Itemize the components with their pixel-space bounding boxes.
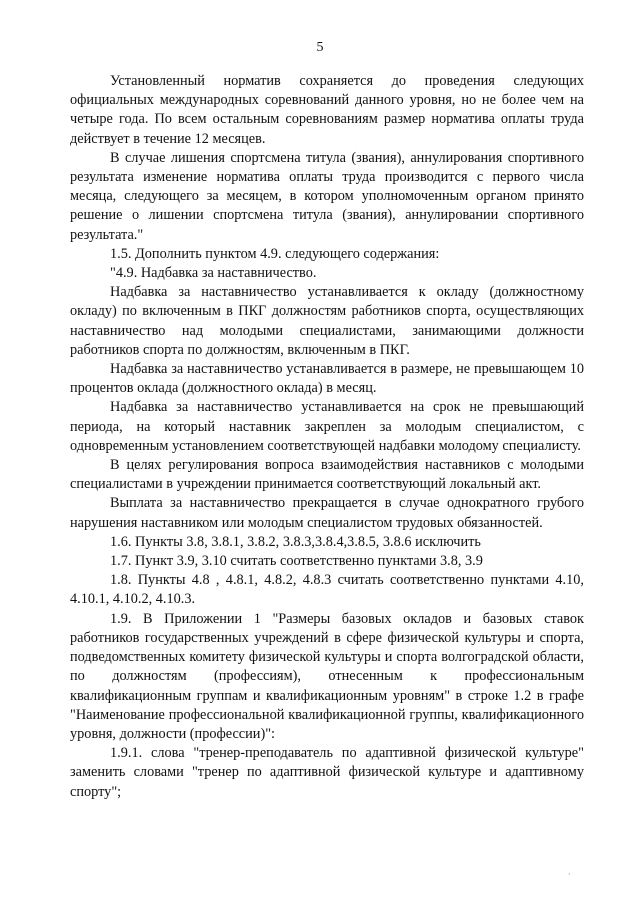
footer-mark: · <box>568 870 571 879</box>
paragraph-item-1-9-1: 1.9.1. слова "тренер-преподаватель по адаптивной физической культуре" заменить словами "тренер по адаптивной физической культуре и адаптивному спорту"; <box>70 745 584 800</box>
body-text <box>70 72 584 802</box>
paragraph-norm-retention: Установленный норматив сохраняется до проведения следующих официальных международных соревнований данного уровня, но не более чем на четыре года. По всем остальным соревнованиям размер норматива оплаты труда действует в течение 12 месяцев. <box>70 73 584 147</box>
paragraph-local-act: В целях регулирования вопроса взаимодействия наставников с молодыми специалистами в учреждении принимается соответствующий локальный акт. <box>70 457 584 493</box>
paragraph-item-1-6: 1.6. Пункты 3.8, 3.8.1, 3.8.2, 3.8.3,3.8.4,3.8.5, 3.8.6 исключить <box>110 533 481 550</box>
paragraph-mentoring-amount: Надбавка за наставничество устанавливается в размере, не превышающем 10 процентов оклада (должностного оклада) в месяц. <box>70 361 584 397</box>
paragraph-mentoring-term: Надбавка за наставничество устанавливается на срок не превышающий периода, на который наставник закреплен за молодым специалистом, с одновременным установлением соответствующей надбавки молодому специалисту. <box>70 399 584 454</box>
page-number: 5 <box>316 40 324 55</box>
paragraph-item-1-9: 1.9. В Приложении 1 "Размеры базовых окладов и базовых ставок работников государственных учреждений в сфере физической культуры и спорта, подведомственных комитету физической культуры и спорта волгоградской области, по должностям (профессиям), отнесенным к профессиональным квалификационным группам и квалификационным уровням" в строке 1.2 в графе "Наименование профессиональной квалификационной группы, квалификационного уровня, должности (профессии)": <box>70 610 584 742</box>
paragraph-mentoring-basis: Надбавка за наставничество устанавливается к окладу (должностному окладу) по включенным в ПКГ должностям работников спорта, осуществляющих наставничество над молодыми специалистами, занимающими должности работников спорта по должностям, включенным в ПКГ. <box>70 284 584 358</box>
paragraph-item-1-7: 1.7. Пункт 3.9, 3.10 считать соответственно пунктами 3.8, 3.9 <box>110 553 483 570</box>
paragraph-item-4-9-heading: "4.9. Надбавка за наставничество. <box>110 265 317 282</box>
paragraph-item-1-5: 1.5. Дополнить пунктом 4.9. следующего содержания: <box>110 245 440 262</box>
paragraph-title-revocation: В случае лишения спортсмена титула (звания), аннулирования спортивного результата изменение норматива оплаты труда производится с первого числа месяца, следующего за месяцем, в котором уполномоченным органом принято решение о лишении спортсмена титула (звания), аннулировании спортивного результата." <box>70 149 584 243</box>
paragraph-termination: Выплата за наставничество прекращается в случае однократного грубого нарушения наставником или молодым специалистом трудовых обязанностей. <box>70 495 584 531</box>
paragraph-item-1-8: 1.8. Пункты 4.8 , 4.8.1, 4.8.2, 4.8.3 считать соответственно пунктами 4.10, 4.10.1, 4.10.2, 4.10.3. <box>70 572 584 608</box>
